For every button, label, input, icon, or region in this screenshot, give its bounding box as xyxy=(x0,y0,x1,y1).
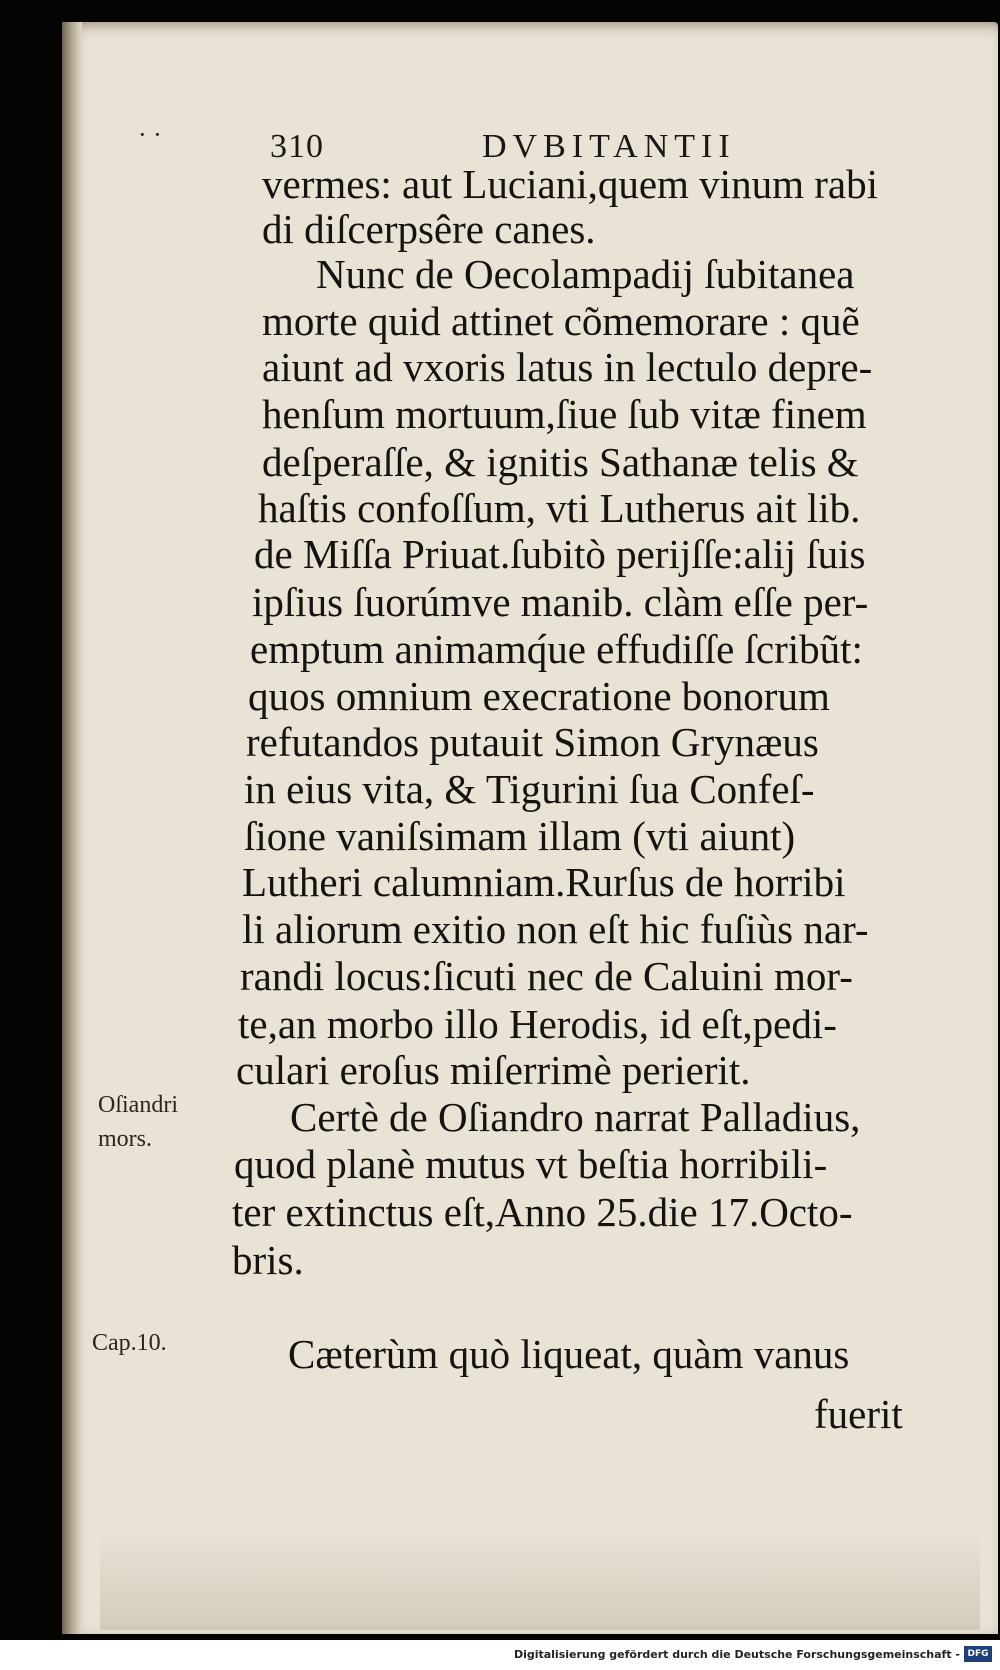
text-line: de Miſſa Priuat.ſubitò perijſſe:alij ſuis xyxy=(254,531,866,577)
margin-note-chapter: Cap.10. xyxy=(92,1330,167,1356)
text-line: di diſcerpsêre canes. xyxy=(262,206,596,252)
text-line: ter extinctus eſt,Anno 25.die 17.Octo- xyxy=(232,1189,853,1235)
text-line: culari eroſus miſerrimè perierit. xyxy=(236,1047,751,1093)
text-line: Cæterùm quò liqueat, quàm vanus xyxy=(288,1331,850,1377)
text-line: te,an morbo illo Herodis, id eſt,pedi- xyxy=(238,1001,837,1047)
text-line: morte quid attinet cõmemorare : quẽ xyxy=(262,298,860,344)
margin-note-osiandri: Oſiandri xyxy=(98,1092,178,1118)
text-line: randi locus:ſicuti nec de Caluini mor- xyxy=(240,953,853,999)
text-line: refutandos putauit Simon Grynæus xyxy=(246,719,819,765)
text-line: in eius vita, & Tigurini ſua Confeſ- xyxy=(244,766,815,812)
text-line: Nunc de Oecolampadij ſubitanea xyxy=(316,251,855,297)
text-line: aiunt ad vxoris latus in lectulo depre- xyxy=(262,344,873,390)
running-title: DVBITANTII xyxy=(482,128,736,165)
funding-credit: Digitalisierung gefördert durch die Deutsche Forschungsgemeinschaft - xyxy=(513,1648,960,1661)
page-number: 310 xyxy=(270,128,324,165)
text-line: vermes: aut Luciani,quem vinum rabi xyxy=(262,161,878,207)
text-line: deſperaſſe, & ignitis Sathanæ telis & xyxy=(262,439,859,485)
text-line: haſtis confoſſum, vti Lutherus ait lib. xyxy=(258,485,861,531)
text-line: quos omnium execratione bonorum xyxy=(248,673,830,719)
margin-note-mors: mors. xyxy=(98,1126,152,1152)
digitization-footer xyxy=(0,1640,1000,1670)
text-line: emptum animamq́ue effudiſſe ſcribũt: xyxy=(250,626,863,672)
text-line: quod planè mutus vt beſtia horribili- xyxy=(234,1141,828,1187)
dfg-logo: DFG xyxy=(964,1646,992,1662)
text-line: bris. xyxy=(232,1237,304,1283)
text-line: henſum mortuum,ſiue ſub vitæ finem xyxy=(262,391,867,437)
page-edge xyxy=(62,22,82,1634)
text-line: li aliorum exitio non eſt hic fuſiùs nar- xyxy=(242,906,869,952)
text-line: ipſius ſuorúmve manib. clàm eſſe per- xyxy=(252,579,869,625)
paper-stain xyxy=(100,1530,980,1630)
text-line: Lutheri calumniam.Rurſus de horribi xyxy=(242,859,846,905)
corner-mark: · · xyxy=(138,120,162,149)
catchword: fuerit xyxy=(814,1391,903,1437)
text-line: Certè de Oſiandro narrat Palladius, xyxy=(290,1094,861,1140)
text-line: ſione vaniſsimam illam (vti aiunt) xyxy=(244,813,796,859)
